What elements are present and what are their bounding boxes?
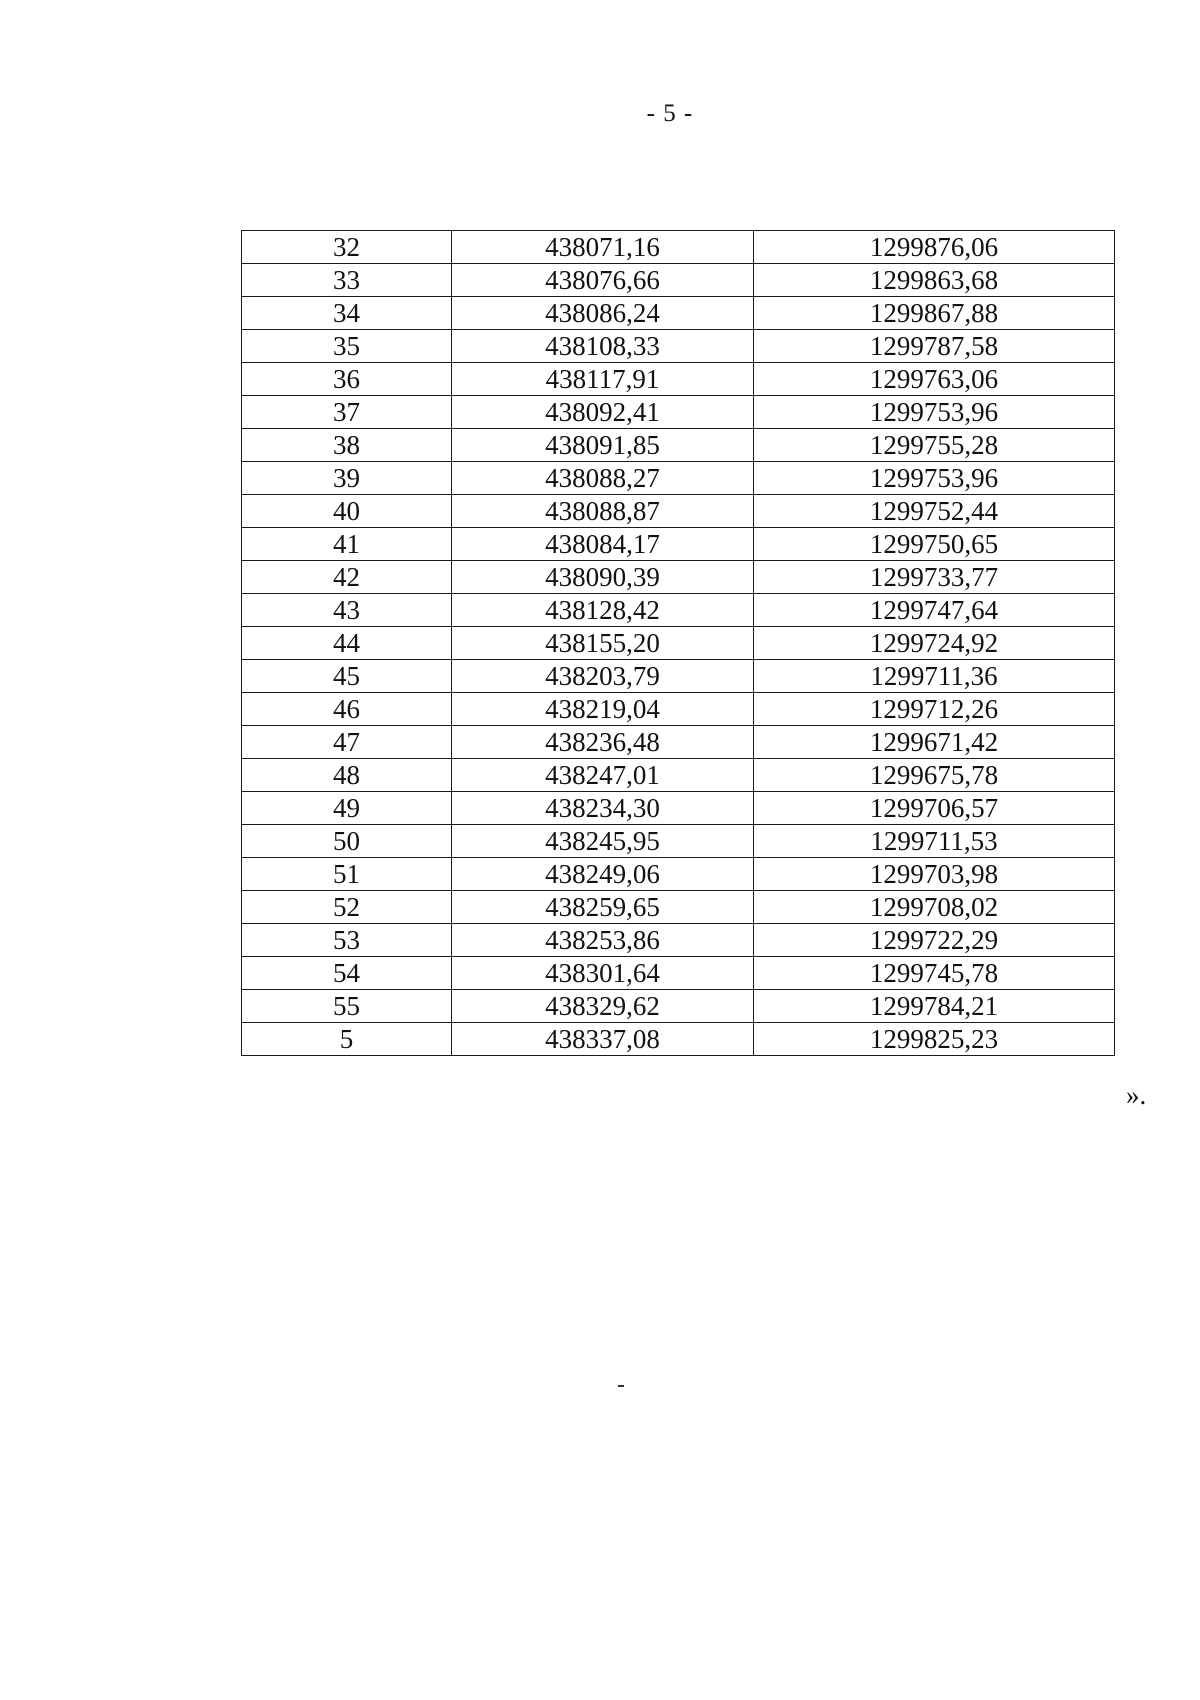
y-coordinate-cell: 1299755,28 (754, 429, 1115, 462)
table-row (242, 594, 1115, 627)
page-number: - 5 - (646, 100, 694, 127)
y-coordinate-cell: 1299711,36 (754, 660, 1115, 693)
y-coordinate-cell: 1299745,78 (754, 957, 1115, 990)
x-coordinate-cell: 438088,87 (452, 495, 754, 528)
point-number-cell: 39 (242, 462, 452, 495)
y-coordinate-cell: 1299825,23 (754, 1023, 1115, 1056)
coordinates-table (241, 230, 1115, 1056)
y-coordinate-cell: 1299733,77 (754, 561, 1115, 594)
y-coordinate-cell: 1299753,96 (754, 396, 1115, 429)
table-row (242, 561, 1115, 594)
y-coordinate-cell: 1299703,98 (754, 858, 1115, 891)
point-number-cell: 5 (242, 1023, 452, 1056)
point-number-cell: 33 (242, 264, 452, 297)
coordinates-table-body (242, 231, 1115, 1056)
point-number-cell: 44 (242, 627, 452, 660)
point-number-cell: 35 (242, 330, 452, 363)
y-coordinate-cell: 1299876,06 (754, 231, 1115, 264)
y-coordinate-cell: 1299675,78 (754, 759, 1115, 792)
x-coordinate-cell: 438071,16 (452, 231, 754, 264)
point-number-cell: 36 (242, 363, 452, 396)
table-row (242, 726, 1115, 759)
x-coordinate-cell: 438219,04 (452, 693, 754, 726)
point-number-cell: 38 (242, 429, 452, 462)
point-number-cell: 52 (242, 891, 452, 924)
point-number-cell: 34 (242, 297, 452, 330)
table-row (242, 1023, 1115, 1056)
x-coordinate-cell: 438084,17 (452, 528, 754, 561)
y-coordinate-cell: 1299747,64 (754, 594, 1115, 627)
x-coordinate-cell: 438245,95 (452, 825, 754, 858)
point-number-cell: 47 (242, 726, 452, 759)
x-coordinate-cell: 438092,41 (452, 396, 754, 429)
y-coordinate-cell: 1299763,06 (754, 363, 1115, 396)
table-row (242, 792, 1115, 825)
point-number-cell: 46 (242, 693, 452, 726)
table-row (242, 231, 1115, 264)
table-row (242, 957, 1115, 990)
x-coordinate-cell: 438259,65 (452, 891, 754, 924)
y-coordinate-cell: 1299722,29 (754, 924, 1115, 957)
y-coordinate-cell: 1299753,96 (754, 462, 1115, 495)
y-coordinate-cell: 1299708,02 (754, 891, 1115, 924)
point-number-cell: 32 (242, 231, 452, 264)
x-coordinate-cell: 438253,86 (452, 924, 754, 957)
stray-mark (618, 1385, 624, 1387)
point-number-cell: 41 (242, 528, 452, 561)
table-row (242, 297, 1115, 330)
x-coordinate-cell: 438236,48 (452, 726, 754, 759)
x-coordinate-cell: 438234,30 (452, 792, 754, 825)
table-row (242, 924, 1115, 957)
point-number-cell: 54 (242, 957, 452, 990)
x-coordinate-cell: 438086,24 (452, 297, 754, 330)
table-row (242, 693, 1115, 726)
y-coordinate-cell: 1299867,88 (754, 297, 1115, 330)
y-coordinate-cell: 1299711,53 (754, 825, 1115, 858)
table-row (242, 363, 1115, 396)
point-number-cell: 42 (242, 561, 452, 594)
x-coordinate-cell: 438091,85 (452, 429, 754, 462)
table-row (242, 429, 1115, 462)
x-coordinate-cell: 438329,62 (452, 990, 754, 1023)
table-row (242, 990, 1115, 1023)
y-coordinate-cell: 1299724,92 (754, 627, 1115, 660)
x-coordinate-cell: 438076,66 (452, 264, 754, 297)
x-coordinate-cell: 438249,06 (452, 858, 754, 891)
y-coordinate-cell: 1299787,58 (754, 330, 1115, 363)
x-coordinate-cell: 438155,20 (452, 627, 754, 660)
x-coordinate-cell: 438203,79 (452, 660, 754, 693)
x-coordinate-cell: 438117,91 (452, 363, 754, 396)
table-row (242, 627, 1115, 660)
point-number-cell: 45 (242, 660, 452, 693)
y-coordinate-cell: 1299752,44 (754, 495, 1115, 528)
point-number-cell: 48 (242, 759, 452, 792)
closing-quote: ». (1126, 1080, 1147, 1110)
x-coordinate-cell: 438090,39 (452, 561, 754, 594)
point-number-cell: 50 (242, 825, 452, 858)
table-row (242, 330, 1115, 363)
x-coordinate-cell: 438108,33 (452, 330, 754, 363)
y-coordinate-cell: 1299750,65 (754, 528, 1115, 561)
x-coordinate-cell: 438088,27 (452, 462, 754, 495)
y-coordinate-cell: 1299706,57 (754, 792, 1115, 825)
table-row (242, 858, 1115, 891)
point-number-cell: 53 (242, 924, 452, 957)
x-coordinate-cell: 438337,08 (452, 1023, 754, 1056)
y-coordinate-cell: 1299712,26 (754, 693, 1115, 726)
table-row (242, 891, 1115, 924)
table-row (242, 495, 1115, 528)
x-coordinate-cell: 438247,01 (452, 759, 754, 792)
x-coordinate-cell: 438301,64 (452, 957, 754, 990)
point-number-cell: 43 (242, 594, 452, 627)
table-row (242, 264, 1115, 297)
point-number-cell: 49 (242, 792, 452, 825)
table-row (242, 660, 1115, 693)
point-number-cell: 51 (242, 858, 452, 891)
y-coordinate-cell: 1299784,21 (754, 990, 1115, 1023)
x-coordinate-cell: 438128,42 (452, 594, 754, 627)
point-number-cell: 37 (242, 396, 452, 429)
y-coordinate-cell: 1299863,68 (754, 264, 1115, 297)
table-row (242, 759, 1115, 792)
point-number-cell: 40 (242, 495, 452, 528)
y-coordinate-cell: 1299671,42 (754, 726, 1115, 759)
table-row (242, 462, 1115, 495)
table-row (242, 528, 1115, 561)
point-number-cell: 55 (242, 990, 452, 1023)
table-row (242, 396, 1115, 429)
table-row (242, 825, 1115, 858)
